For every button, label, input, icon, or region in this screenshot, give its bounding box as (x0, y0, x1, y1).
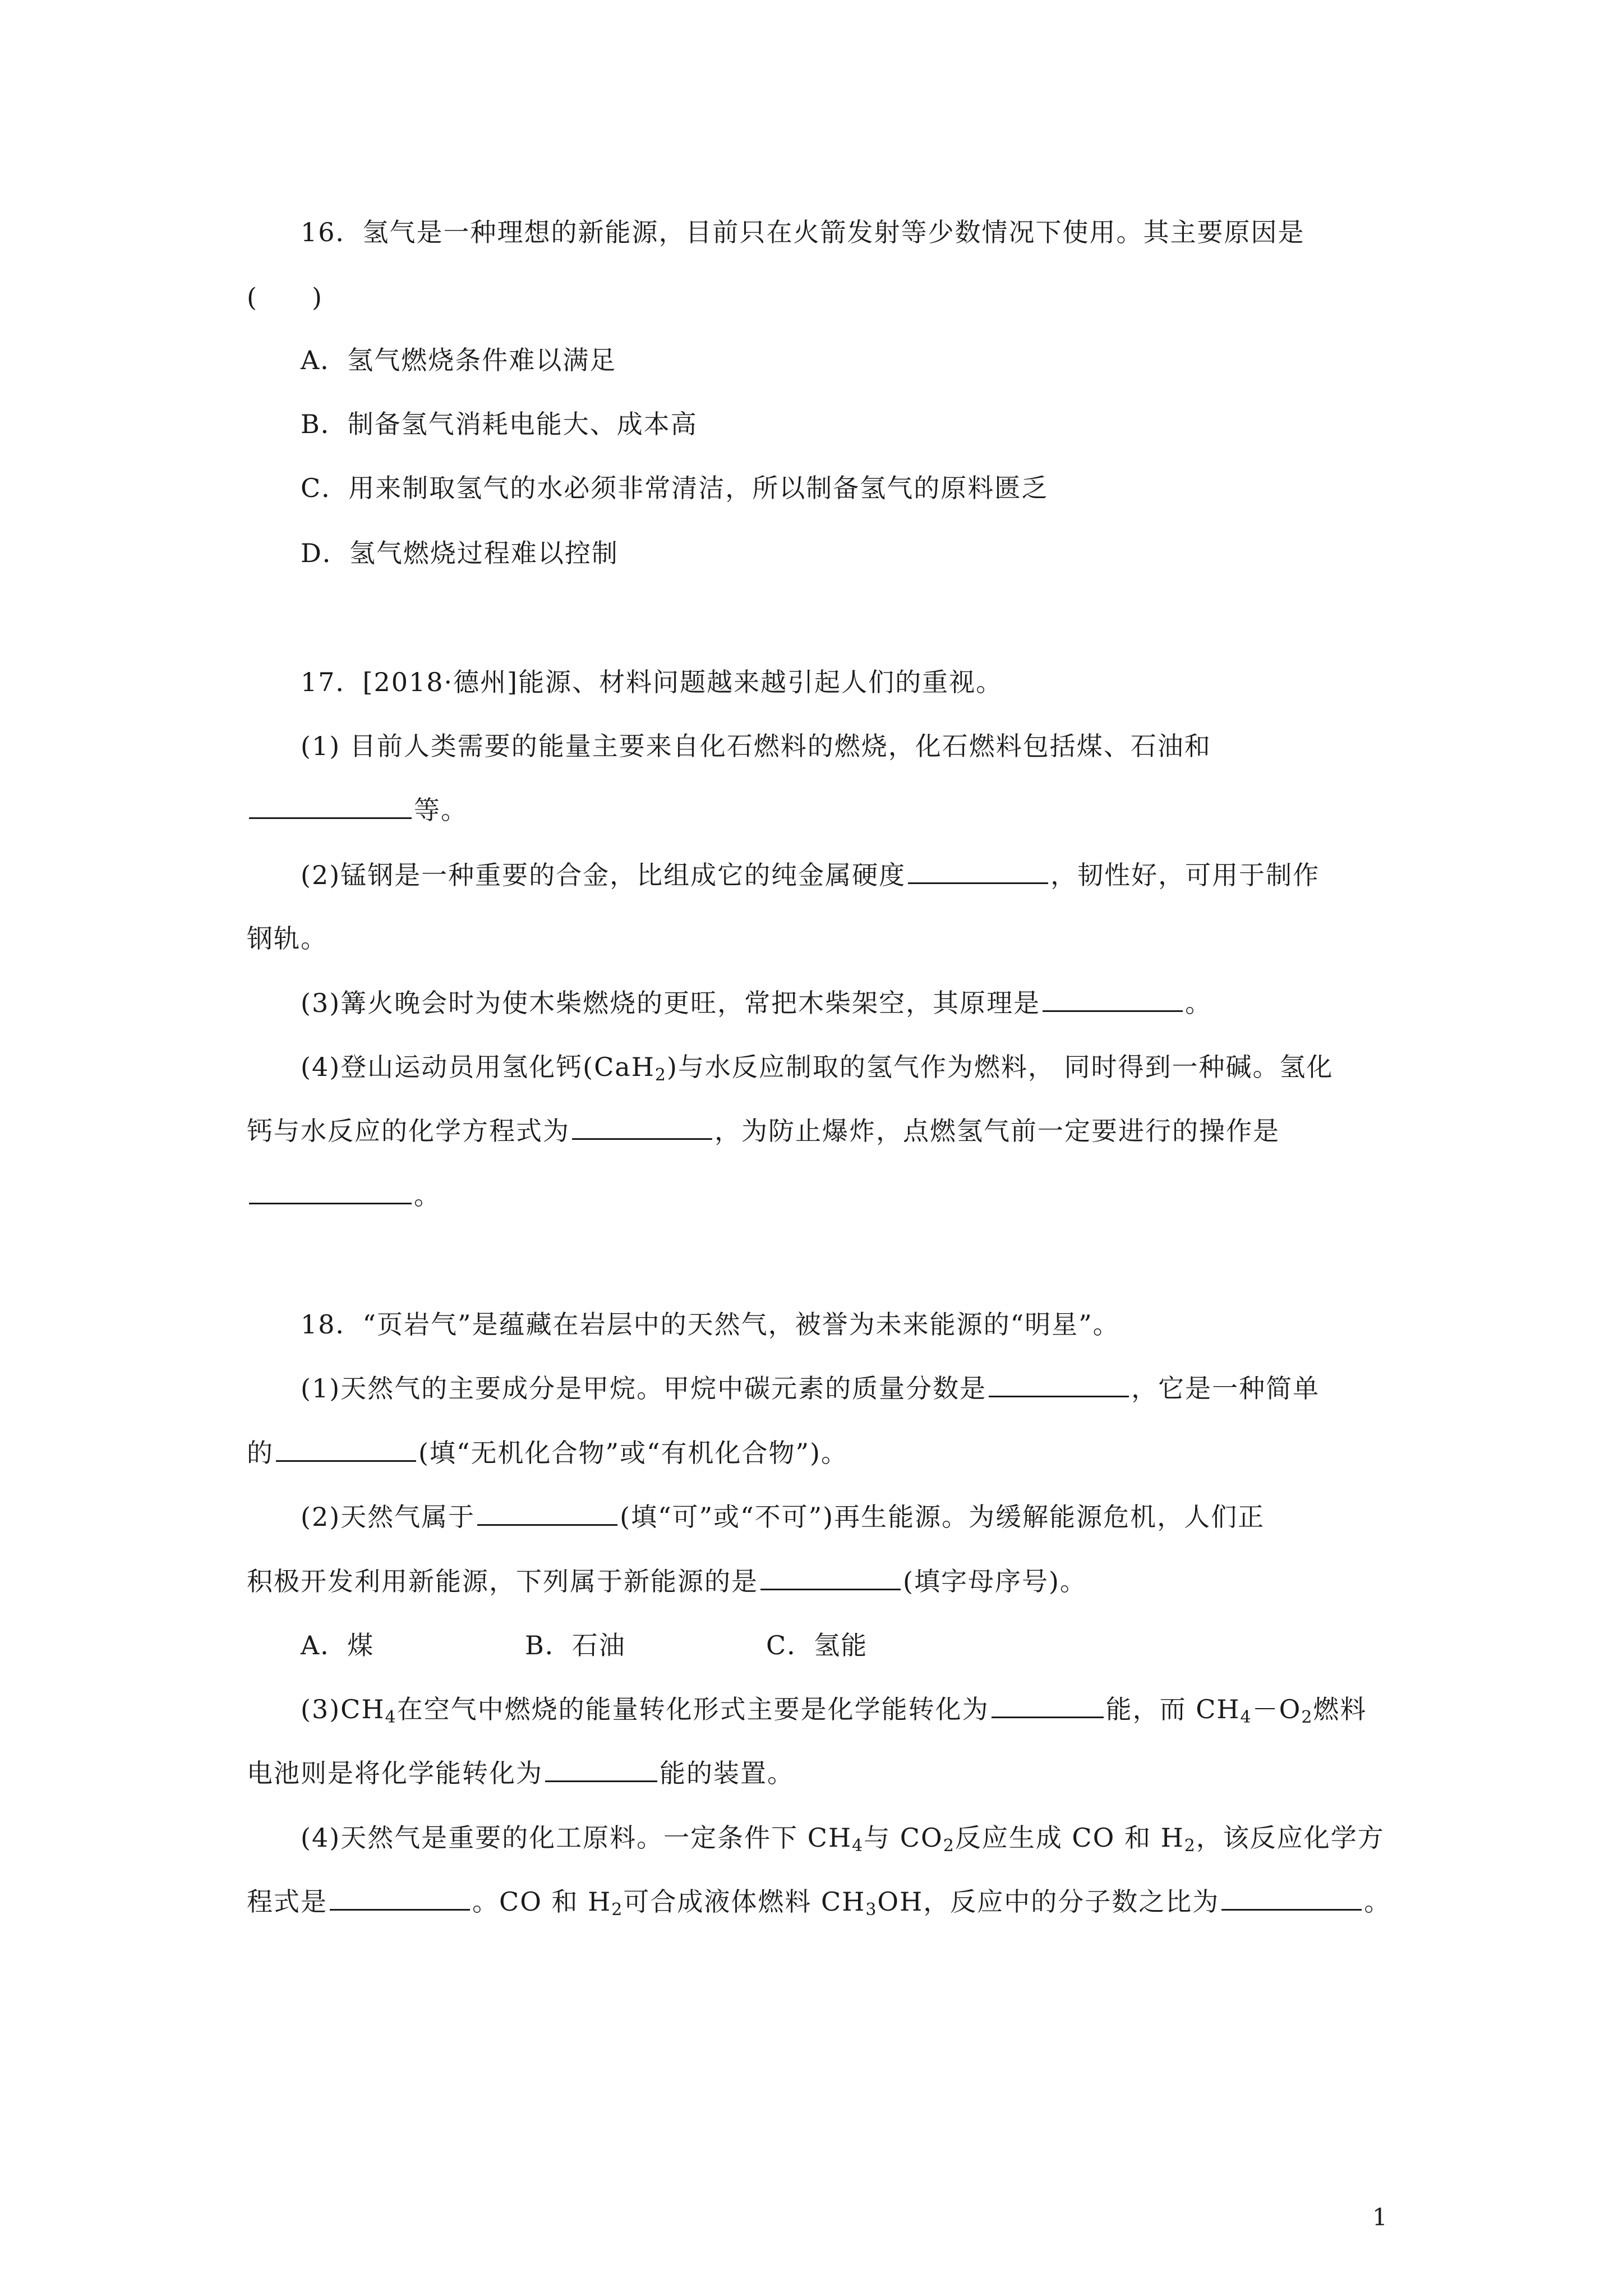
choice-c: C．氢能 (766, 1630, 868, 1660)
q17-part2-line2: 钢轨。 (247, 923, 328, 954)
answer-blank[interactable] (249, 1181, 412, 1204)
answer-blank[interactable] (545, 1759, 657, 1782)
q17-part4-line1: (4)登山运动员用氢化钙(CaH$_2$)与水反应制取的氢气作为燃料， 同时得到一种碱。氢化 (301, 1052, 1334, 1085)
answer-blank[interactable] (908, 861, 1048, 884)
answer-blank[interactable] (249, 796, 412, 819)
answer-blank[interactable] (330, 1888, 470, 1911)
q17-stem: 17．[2018·德州]能源、材料问题越来越引起人们的重视。 (301, 667, 1003, 697)
page-number: 1 (1372, 2203, 1387, 2231)
answer-blank[interactable] (1221, 1888, 1362, 1911)
answer-blank[interactable] (276, 1439, 416, 1462)
q17-part1-line2: 等。 (247, 793, 468, 827)
q16-stem-line1: 16．氢气是一种理想的新能源，目前只在火箭发射等少数情况下使用。其主要原因是 (301, 217, 1305, 247)
q18-part3-line1: $(3)CH_4$在空气中燃烧的能量转化形式主要是化学能转化为 能，而 $CH_4-O_2$燃料 (301, 1694, 1367, 1727)
q16-option-c: C．用来制取氢气的水必须非常清洁，所以制备氢气的原料匮乏 (301, 473, 1049, 503)
q17-part2-line1: (2)锰钢是一种重要的合金，比组成它的纯金属硬度 ，韧性好，可用于制作 (301, 860, 1320, 890)
q17-part4-line3: 。 (247, 1179, 441, 1212)
q16-option-a: A．氢气燃烧条件难以满足 (301, 345, 617, 375)
answer-blank[interactable] (572, 1117, 712, 1140)
answer-blank[interactable] (1043, 989, 1183, 1012)
answer-blank[interactable] (989, 1374, 1129, 1397)
q17-part3: (3)篝火晚会时为使木柴燃烧的更旺，常把木柴架空，其原理是 。 (301, 988, 1212, 1018)
q17-part4-line2: 钙与水反应的化学方程式为 ，为防止爆炸，点燃氢气前一定要进行的操作是 (247, 1116, 1280, 1146)
q18-part1-line1: (1)天然气的主要成分是甲烷。甲烷中碳元素的质量分数是 ，它是一种简单 (301, 1373, 1320, 1404)
q18-part3-line2: 电池则是将化学能转化为 能的装置。 (247, 1758, 794, 1788)
answer-blank[interactable] (760, 1567, 901, 1590)
q18-stem: 18．“页岩气”是蕴藏在岩层中的天然气，被誉为未来能源的“明星”。 (301, 1309, 1120, 1340)
choice-b: B．石油 (525, 1630, 626, 1660)
q18-part4-line2: 程式是 。CO 和 $H_2$可合成液体燃料 $CH_3OH$，反应中的分子数之比为 。 (247, 1887, 1391, 1920)
answer-blank[interactable] (992, 1695, 1104, 1718)
q18-part4-line1: (4)天然气是重要的化工原料。一定条件下 $CH_4$与 $CO_2$反应生成 CO 和 $H_2$，该反应化学方 (301, 1823, 1385, 1856)
q17-part1-line1: (1) 目前人类需要的能量主要来自化石燃料的燃烧，化石燃料包括煤、石油和 (301, 731, 1211, 761)
q18-part2-line2: 积极开发利用新能源，下列属于新能源的是 (填字母序号)。 (247, 1566, 1087, 1596)
q16-option-b: B．制备氢气消耗电能大、成本高 (301, 409, 698, 439)
choice-a: A．煤 (301, 1630, 375, 1660)
q18-part1-line2: 的 (填“无机化合物”或“有机化合物”)。 (247, 1438, 848, 1468)
q18-part2-line1: (2)天然气属于 (填“可”或“不可”)再生能源。为缓解能源危机，人们正 (301, 1502, 1265, 1532)
q16-option-d: D．氢气燃烧过程难以控制 (301, 538, 619, 568)
answer-blank[interactable] (477, 1503, 617, 1526)
q18-choices (301, 1628, 868, 1662)
q16-stem-line2: ( ) (247, 282, 323, 312)
